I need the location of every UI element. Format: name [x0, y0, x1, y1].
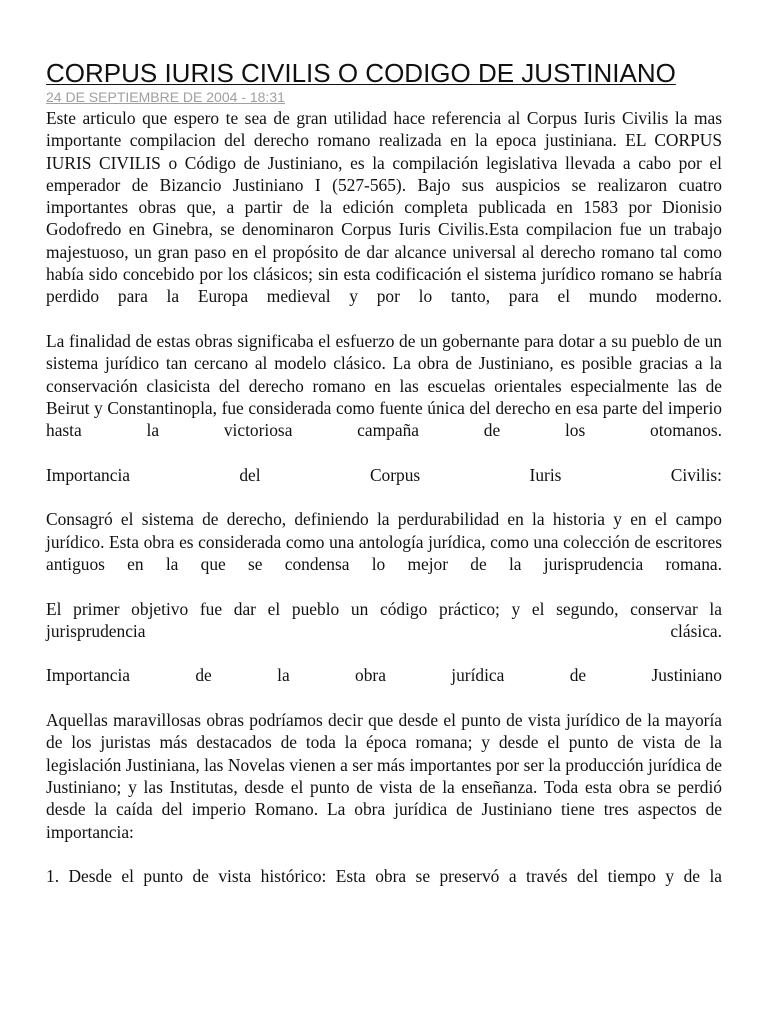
paragraph-historico: 1. Desde el punto de vista histórico: Esta obra se preservó a través del tiempo y de la: [46, 866, 722, 887]
paragraph-objetivo: El primer objetivo fue dar el pueblo un código práctico; y el segundo, conservar la jurisprudencia clásica.: [46, 598, 722, 641]
article: [46, 58, 722, 910]
heading-importancia-corpus: Importancia del Corpus Iuris Civilis:: [46, 464, 722, 485]
paragraph-consagro: Consagró el sistema de derecho, definiendo la perdurabilidad en la historia y en el campo jurídico. Esta obra es considerada como una antología jurídica, como una colección de escritores antiguos en la que se condensa lo mejor de la jurisprudencia romana.: [46, 509, 722, 574]
heading-importancia-obra: Importancia de la obra jurídica de Justiniano: [46, 665, 722, 686]
article-title[interactable]: CORPUS IURIS CIVILIS O CODIGO DE JUSTINIANO: [46, 58, 676, 88]
paragraph-intro: Este articulo que espero te sea de gran utilidad hace referencia al Corpus Iuris Civilis la mas importante compilacion del derecho romano realizada en la epoca justiniana. EL CORPUS IURIS CIVILIS o Código de Justiniano, es la compilación legislativa llevada a cabo por el emperador de Bizancio Justiniano I (527-565). Bajo sus auspicios se realizaron cuatro importantes obras que, a partir de la edición completa publicada en 1583 por Dionisio Godofredo en Ginebra, se denominaron Corpus Iuris Civilis.Esta compilacion fue un trabajo majestuoso, un gran paso en el propósito de dar alcance universal al derecho romano tal como había sido concebido por los clásicos; sin esta codificación el sistema jurídico romano se habría perdido para la Europa medieval y por lo tanto, para el mundo moderno.: [46, 108, 722, 307]
paragraph-aquellas: Aquellas maravillosas obras podríamos decir que desde el punto de vista jurídico de la mayoría de los juristas más destacados de toda la época romana; y desde el punto de vista de la legislación Justiniana, las Novelas vienen a ser más importantes por ser la producción jurídica de Justiniano; y las Institutas, desde el punto de vista de la enseñanza. Toda esta obra se perdió desde la caída del imperio Romano. La obra jurídica de Justiniano tiene tres aspectos de importancia:: [46, 710, 722, 842]
paragraph-finalidad: La finalidad de estas obras significaba el esfuerzo de un gobernante para dotar a su pueblo de un sistema jurídico tan cercano al modelo clásico. La obra de Justiniano, es posible gracias a la conservación clasicista del derecho romano en las escuelas orientales especialmente las de Beirut y Constantinopla, fue considerada como fuente única del derecho en esa parte del imperio hasta la victoriosa campaña de los otomanos.: [46, 330, 722, 441]
article-date[interactable]: 24 DE SEPTIEMBRE DE 2004 - 18:31: [46, 89, 285, 105]
